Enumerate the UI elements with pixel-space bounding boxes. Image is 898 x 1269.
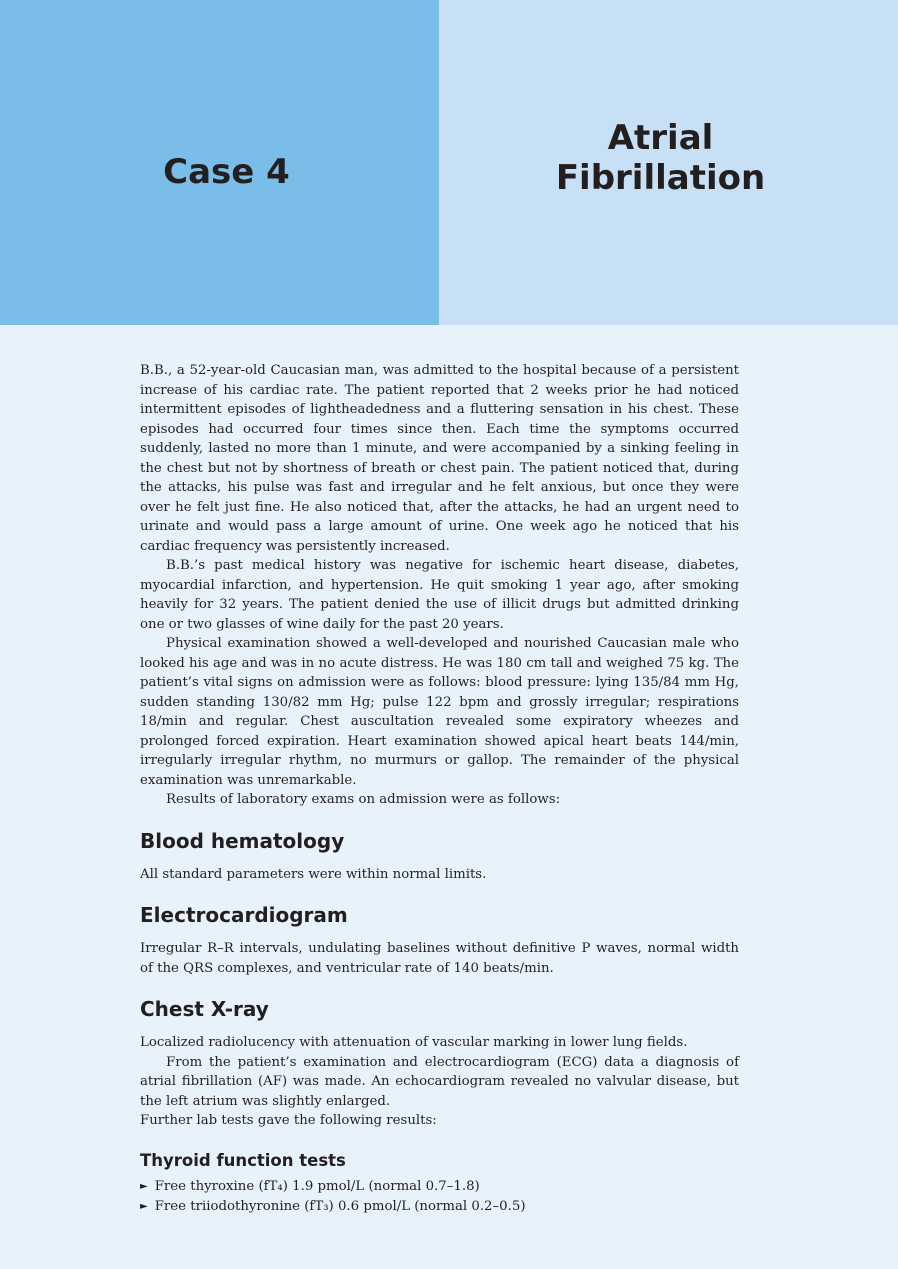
thyroid-list — [140, 1177, 739, 1218]
case-body — [140, 361, 739, 1218]
case-label: Case 4 — [163, 151, 290, 192]
triangle-bullet-icon: ► — [140, 1201, 148, 1212]
intro-paragraph: B.B., a 52-year-old Caucasian man, was admitted to the hospital because of a persistent increase of his cardiac rate. The patient reported that 2 weeks prior he had noticed intermittent episodes of lightheadedness and a fluttering sensation in his chest. These episodes had occurred four times since then. Each time the symptoms occurred suddenly, lasted no more than 1 minute, and were accompanied by a sinking feeling in the chest but not by shortness of breath or chest pain. The patient noticed that, during the attacks, his pulse was fast and irregular and he felt anxious, but once they were over he felt just fine. He also noticed that, after the attacks, he had an urgent need to urinate and would pass a large amount of urine. One week ago he noticed that his cardiac frequency was persistently increased. — [140, 363, 739, 554]
history-paragraph: B.B.’s past medical history was negative for ischemic heart disease, diabetes, myocardial infarction, and hypertension. He quit smoking 1 year ago, after smoking heavily for 32 years. The patient denied the use of illicit drugs but admitted drinking one or two glasses of wine daily for the past 20 years. — [140, 558, 739, 632]
title-banner — [439, 0, 898, 325]
list-item-text: Free triiodothyronine (fT₃) 0.6 pmol/L (normal 0.2–0.5) — [154, 1199, 526, 1214]
list-item-text: Free thyroxine (fT₄) 1.9 pmol/L (normal 0.7–1.8) — [154, 1178, 480, 1194]
list-item — [140, 1177, 739, 1198]
triangle-bullet-icon: ► — [140, 1180, 148, 1192]
ecg-text: Irregular R–R intervals, undulating baselines without definitive P waves, normal width of the QRS complexes, and ventricular rate of 140 beats/min. — [140, 941, 739, 976]
case-banner — [0, 0, 439, 325]
diagnosis-paragraph: From the patient’s examination and electrocardiogram (ECG) data a diagnosis of atrial fibrillation (AF) was made. An echocardiogram revealed no valvular disease, but the left atrium was slightly enlarged. — [140, 1054, 739, 1109]
further-tests-text: Further lab tests gave the following results: — [140, 1113, 437, 1128]
ecg-heading: Electrocardiogram — [140, 903, 348, 927]
page-header — [0, 0, 898, 325]
exam-paragraph: Physical examination showed a well-developed and nourished Caucasian male who looked his age and was in no acute distress. He was 180 cm tall and weighed 75 kg. The patient’s vital signs on admission were as follows: blood pressure: lying 135/84 mm Hg, sudden standing 130/82 mm Hg; pulse 122 bpm and grossly irregular; respirations 18/min and regular. Chest auscultation revealed some expiratory wheezes and prolonged forced expiration. Heart examination showed apical heart beats 144/min, irregularly irregular rhythm, no murmurs or gallop. The remainder of the physical examination was unremarkable. — [140, 636, 739, 788]
list-item — [140, 1197, 739, 1218]
blood-text: All standard parameters were within normal limits. — [140, 866, 487, 882]
xray-text: Localized radiolucency with attenuation of vascular marking in lower lung fields. — [140, 1035, 688, 1050]
xray-heading: Chest X-ray — [140, 997, 269, 1021]
lab-intro-paragraph: Results of laboratory exams on admission were as follows: — [166, 792, 561, 807]
case-title-line2: Fibrillation — [555, 157, 766, 198]
thyroid-heading: Thyroid function tests — [140, 1150, 346, 1170]
case-title — [556, 119, 765, 197]
case-title-line1: Atrial — [607, 118, 714, 159]
blood-heading: Blood hematology — [140, 828, 345, 853]
